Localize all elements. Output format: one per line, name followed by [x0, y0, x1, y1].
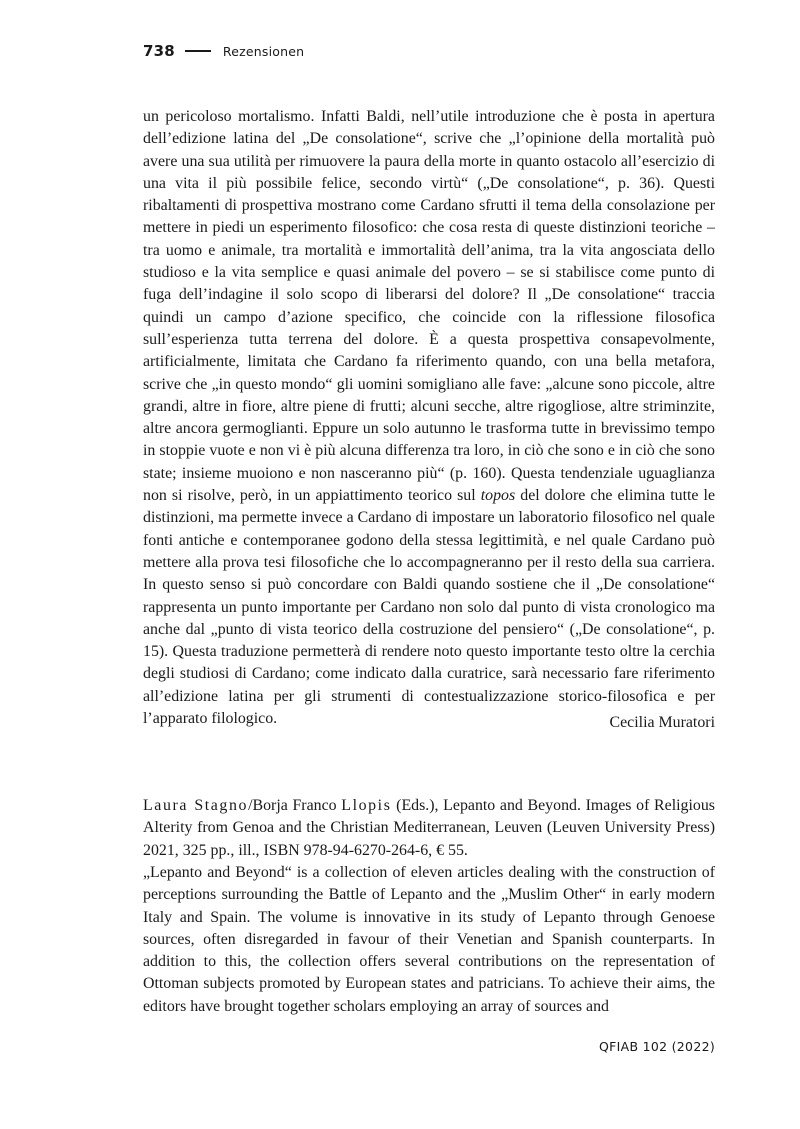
review-paragraph [143, 106, 715, 730]
editor-name-1: Laura Stagno [143, 797, 249, 814]
review-text-part2: del dolore che elimina tutte le distinzioni, ma permette invece a Cardano di impostare un laboratorio filosofico nel quale fonti antiche e contemporanee godono della stessa legittimità, e nel quale Cardano può mettere alla prova tesi filosofiche che lo accompagneranno per il resto della sua carriera. In questo senso si può concordare con Baldi quando sostiene che il „De consolatione“ rappresenta un punto importante per Cardano non solo dal punto di vista cronologico ma anche dal „punto di vista teorico della costruzione del pensiero“ („De consolatione“, p. 15). Questa traduzione permetterà di rendere noto questo importante testo oltre la cerchia degli studiosi di Cardano; come indicato dalla curatrice, sarà necessario fare riferimento all’edizione latina per gli strumenti di contestualizzazione storico-filosofica e per l’apparato filologico. [143, 487, 716, 728]
editor-first-name-2: Borja Franco [252, 797, 337, 814]
review-text-part1: un pericoloso mortalismo. Infatti Baldi, nell’utile introduzione che è posta in apertura dell’edizione latina del „De consolatione“, scrive che „l’opinione della mortalità può avere una sua utilità per rimuovere la paura della morte in quanto ostacolo all’esercizio di una vita il più possibile felice, secondo virtù“ („De consolatione“, p. 36). Questi ribaltamenti di prospettiva mostrano come Cardano sfrutti il tema della consolazione per mettere in piedi un esperimento filosofico: che cosa resta di queste distinzioni teoriche – tra uomo e animale, tra mortalità e immortalità dell’anima, tra la vita angosciata dello studioso e la vita semplice e quasi animale del povero – se si stabilisce come punto di fuga dell’indagine il solo scopo di liberarsi del dolore? Il „De consolatione“ traccia quindi un campo d’azione specifico, che coincide con la riflessione filosofica sull’esperienza tutta terrena del dolore. È a questa prospettiva consapevolmente, artificialmente, limitata che Cardano fa riferimento quando, con una bella metafora, scrive che „in questo mondo“ gli uomini somigliano alle fave: „alcune sono piccole, altre grandi, altre in fiore, altre piene di frutti; alcuni secche, altre rigogliose, altre striminzite, altre ancora germoglianti. Eppure un solo autunno le trasforma tutte in brevissimo tempo in stoppie vuote e non vi è più alcuna differenza tra loro, in ciò che sono e in ciò che sono state; insieme muoiono e non nasceranno più“ (p. 160). Questa tendenziale uguaglianza non si risolve, però, in un appiattimento teorico sul [143, 108, 715, 505]
editor-last-name-2: Llopis [341, 797, 392, 814]
italic-term: topos [480, 487, 516, 505]
section-title: Rezensionen [222, 43, 305, 59]
editor-separator: / [248, 797, 253, 814]
citation [143, 795, 715, 862]
review-body-lepanto [143, 862, 715, 1018]
review-body-muratori [143, 106, 715, 730]
header-dash-rule [185, 50, 211, 52]
journal-footer: QFIAB 102 (2022) [598, 1039, 715, 1054]
citation-details: (Eds.), Lepanto and Beyond. Images of Religious Alterity from Genoa and the Christian Mediterranean, Leuven (Leuven University Press) 2021, 325 pp., ill., ISBN 978-94-6270-264-6, € 55. [143, 797, 715, 859]
running-header [143, 42, 304, 60]
bibliographic-entry [143, 795, 715, 862]
review-paragraph: „Lepanto and Beyond“ is a collection of eleven articles dealing with the construction of perceptions surrounding the Battle of Lepanto and the „Muslim Other“ in early modern Italy and Spain. The volume is innovative in its study of Lepanto through Genoese sources, often disregarded in favour of their Venetian and Spanish counterparts. In addition to this, the collection offers several contributions on the representation of Ottoman subjects promoted by European states and patricians. To achieve their aims, the editors have brought together scholars employing an array of sources and [143, 864, 715, 1015]
review-author-signature: Cecilia Muratori [609, 714, 715, 731]
page-number: 738 [143, 42, 175, 60]
